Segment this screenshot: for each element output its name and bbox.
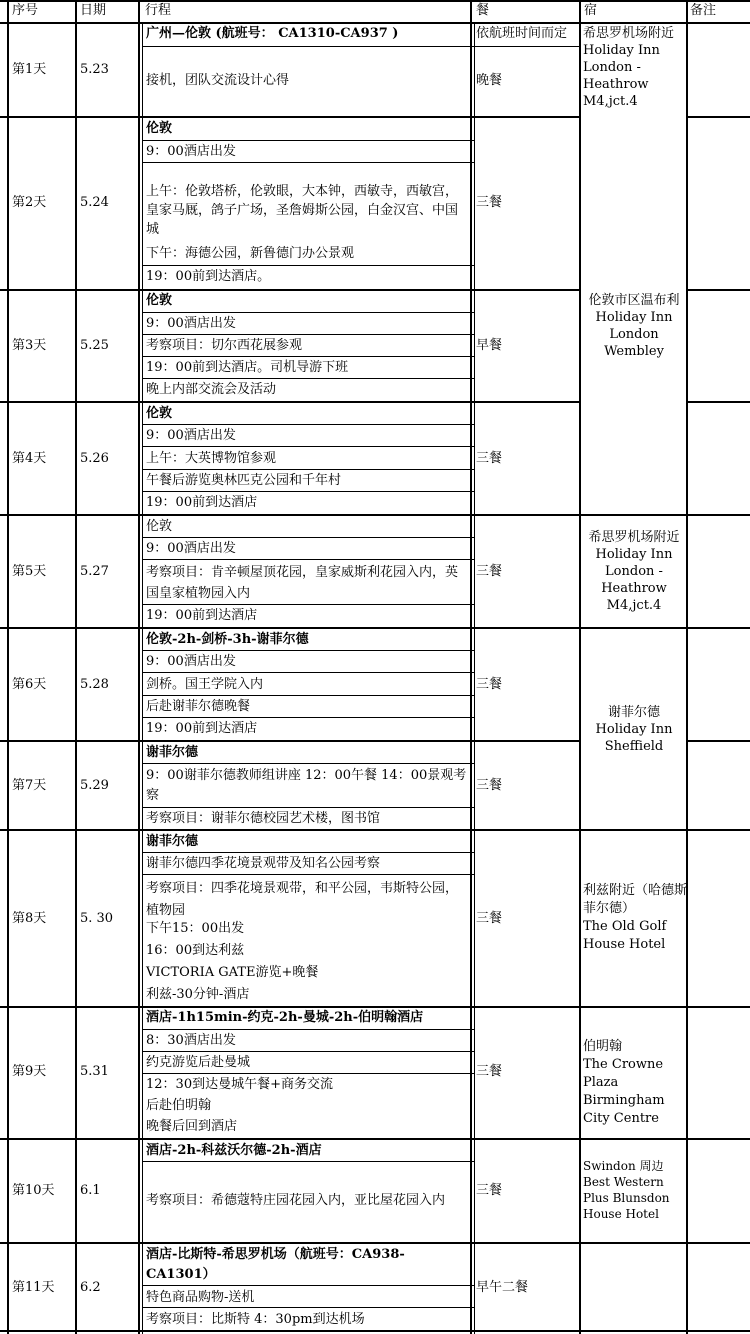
- itinerary-line: 谢菲尔德四季花境景观带及知名公园考察: [146, 856, 381, 871]
- hotel-cell: [583, 1158, 687, 1222]
- hotel-english: Holiday Inn London - Heathrow M4,jct.4: [583, 43, 660, 109]
- day-meal: 三餐: [476, 195, 503, 210]
- hotel-english: Best Western Plus Blunsdon House Hotel: [583, 1175, 670, 1221]
- day-number: 第10天: [12, 1183, 55, 1198]
- header-meal: 餐: [476, 3, 490, 18]
- itinerary-line: 8：30酒店出发: [146, 1033, 236, 1048]
- header-hotel: 宿: [584, 3, 598, 18]
- itinerary-line: 考察项目：谢菲尔德校园艺术楼，图书馆: [146, 811, 381, 826]
- hotel-name: 利兹附近（哈德斯菲尔德）: [583, 883, 688, 916]
- hotel-cell: [582, 704, 686, 755]
- itinerary-line: 9：00酒店出发: [146, 654, 236, 669]
- itinerary-line: 12：30到达曼城午餐+商务交流: [146, 1077, 333, 1092]
- itinerary-line: 考察项目：比斯特 4：30pm到达机场: [146, 1312, 365, 1327]
- itinerary-line: 后赴谢菲尔德晚餐: [146, 699, 251, 714]
- itinerary-line: 约克游览后赴曼城: [146, 1055, 251, 1070]
- itinerary-line: 考察项目：切尔西花展参观: [146, 338, 303, 353]
- itinerary-line: 上午：伦敦塔桥，伦敦眼，大本钟，西敏寺，西敏宫，皇家马厩，鸽子广场，圣詹姆斯公园，白金汉宫、中国城: [146, 184, 459, 237]
- itinerary-title: 谢菲尔德: [146, 834, 199, 849]
- itinerary-line: 考察项目：肯辛顿屋顶花园，皇家威斯利花园入内，英国皇家植物园入内: [146, 565, 459, 601]
- day-number: 第7天: [12, 778, 47, 793]
- day-date: 5.31: [80, 1064, 109, 1079]
- day-meal: 晚餐: [476, 73, 503, 88]
- day-number: 第2天: [12, 195, 47, 210]
- itinerary-line: 9：00谢菲尔德教师组讲座 12：00午餐 14：00景观考察: [146, 768, 467, 803]
- day-meal: 三餐: [476, 1064, 503, 1079]
- itinerary-line: 利兹-30分钟-酒店: [146, 987, 250, 1002]
- itinerary-title: 伦敦: [146, 121, 173, 136]
- day-meal: 早午二餐: [476, 1280, 529, 1295]
- itinerary-title: 伦敦-2h-剑桥-3h-谢菲尔德: [146, 632, 309, 647]
- day-number: 第8天: [12, 911, 47, 926]
- day-date: 5. 30: [80, 911, 114, 926]
- itinerary-title: 酒店-比斯特-希思罗机场（航班号：CA938-CA1301）: [146, 1247, 405, 1282]
- day-date: 5.26: [80, 451, 109, 466]
- hotel-cell: [583, 25, 687, 110]
- hotel-cell: [583, 882, 687, 954]
- day-date: 5.24: [80, 195, 109, 210]
- itinerary-line: 19：00前到达酒店: [146, 608, 258, 623]
- day-meal: 三餐: [476, 1183, 503, 1198]
- day-number: 第11天: [12, 1280, 55, 1295]
- itinerary-line: 9：00酒店出发: [146, 428, 236, 443]
- day-meal: 三餐: [476, 677, 503, 692]
- hotel-cell: [582, 292, 686, 360]
- itinerary-line: 下午15：00出发: [146, 921, 245, 936]
- itinerary-line: 午餐后游览奥林匹克公园和千年村: [146, 473, 342, 488]
- itinerary-title: 酒店-2h-科兹沃尔德-2h-酒店: [146, 1143, 322, 1158]
- itinerary-line: 19：00前到达酒店。: [146, 269, 271, 284]
- itinerary-title: 伦敦: [146, 519, 173, 534]
- hotel-name: 伯明翰: [583, 1039, 623, 1054]
- day-number: 第5天: [12, 564, 47, 579]
- hotel-name: 伦敦市区温布利: [588, 293, 680, 308]
- itinerary-line: 16：00到达利兹: [146, 943, 245, 958]
- hotel-name: 谢菲尔德: [607, 705, 660, 720]
- day-meal: 三餐: [476, 451, 503, 466]
- day-number: 第4天: [12, 451, 47, 466]
- hotel-english: Holiday Inn Sheffield: [595, 722, 673, 754]
- itinerary-line: 晚上内部交流会及活动: [146, 382, 277, 397]
- itinerary-line: 考察项目：希德蔻特庄园花园入内，亚比屋花园入内: [146, 1193, 446, 1208]
- day-number: 第3天: [12, 338, 47, 353]
- header-remark: 备注: [690, 3, 717, 18]
- day-number: 第6天: [12, 677, 47, 692]
- hotel-english: Holiday Inn London - Heathrow M4,jct.4: [595, 547, 673, 613]
- itinerary-line: 9：00酒店出发: [146, 541, 236, 556]
- hotel-english: The Old Golf House Hotel: [583, 919, 667, 952]
- itinerary-line: 考察项目：四季花境景观带，和平公园，韦斯特公园，植物园: [146, 881, 459, 918]
- hotel-cell: [583, 1038, 687, 1128]
- itinerary-line: 后赴伯明翰: [146, 1098, 212, 1113]
- day-date: 6.1: [80, 1183, 101, 1198]
- header-itinerary: 行程: [145, 3, 172, 18]
- day-date: 5.29: [80, 778, 109, 793]
- hotel-name: 希思罗机场附近: [583, 26, 675, 41]
- itinerary-title: 伦敦: [146, 293, 173, 308]
- itinerary-line: 特色商品购物-送机: [146, 1290, 255, 1305]
- day-meal: 三餐: [476, 564, 503, 579]
- day-number: 第1天: [12, 62, 47, 77]
- itinerary-title: 伦敦: [146, 406, 173, 421]
- day-number: 第9天: [12, 1064, 47, 1079]
- day-meal: 三餐: [476, 911, 503, 926]
- itinerary-title: 谢菲尔德: [146, 745, 199, 760]
- hotel-english: The Crowne Plaza Birmingham City Centre: [583, 1057, 665, 1126]
- itinerary-line: 9：00酒店出发: [146, 316, 236, 331]
- hotel-name: 希思罗机场附近: [588, 530, 680, 545]
- itinerary-line: 19：00前到达酒店: [146, 721, 258, 736]
- day-meal: 早餐: [476, 338, 503, 353]
- day-date: 5.23: [80, 62, 109, 77]
- hotel-cell: [582, 529, 686, 614]
- itinerary-title: 酒店-1h15min-约克-2h-曼城-2h-伯明翰酒店: [146, 1010, 424, 1025]
- itinerary-line: 晚餐后回到酒店: [146, 1119, 238, 1134]
- itinerary-line: 下午：海德公园，新鲁德门办公景观: [146, 246, 355, 261]
- itinerary-line: 19：00前到达酒店。司机导游下班: [146, 360, 349, 375]
- itinerary-line: VICTORIA GATE游览+晚餐: [146, 965, 319, 980]
- day-date: 5.25: [80, 338, 109, 353]
- itinerary-line: 19：00前到达酒店: [146, 495, 258, 510]
- hotel-english: Holiday Inn London Wembley: [595, 310, 673, 359]
- itinerary-line: 9：00酒店出发: [146, 144, 236, 159]
- itinerary-line: 剑桥。国王学院入内: [146, 677, 264, 692]
- day-meal: 依航班时间而定: [476, 26, 568, 41]
- day-date: 6.2: [80, 1280, 101, 1295]
- day-date: 5.28: [80, 677, 109, 692]
- itinerary-line: 接机，团队交流设计心得: [146, 73, 290, 88]
- header-num: 序号: [12, 3, 39, 18]
- itinerary-line: 上午：大英博物馆参观: [146, 451, 277, 466]
- itinerary-title: 广州—伦敦 (航班号： CA1310-CA937 ): [146, 26, 399, 41]
- header-date: 日期: [80, 3, 107, 18]
- hotel-name: Swindon 周边: [583, 1159, 664, 1173]
- day-meal: 三餐: [476, 778, 503, 793]
- day-date: 5.27: [80, 564, 109, 579]
